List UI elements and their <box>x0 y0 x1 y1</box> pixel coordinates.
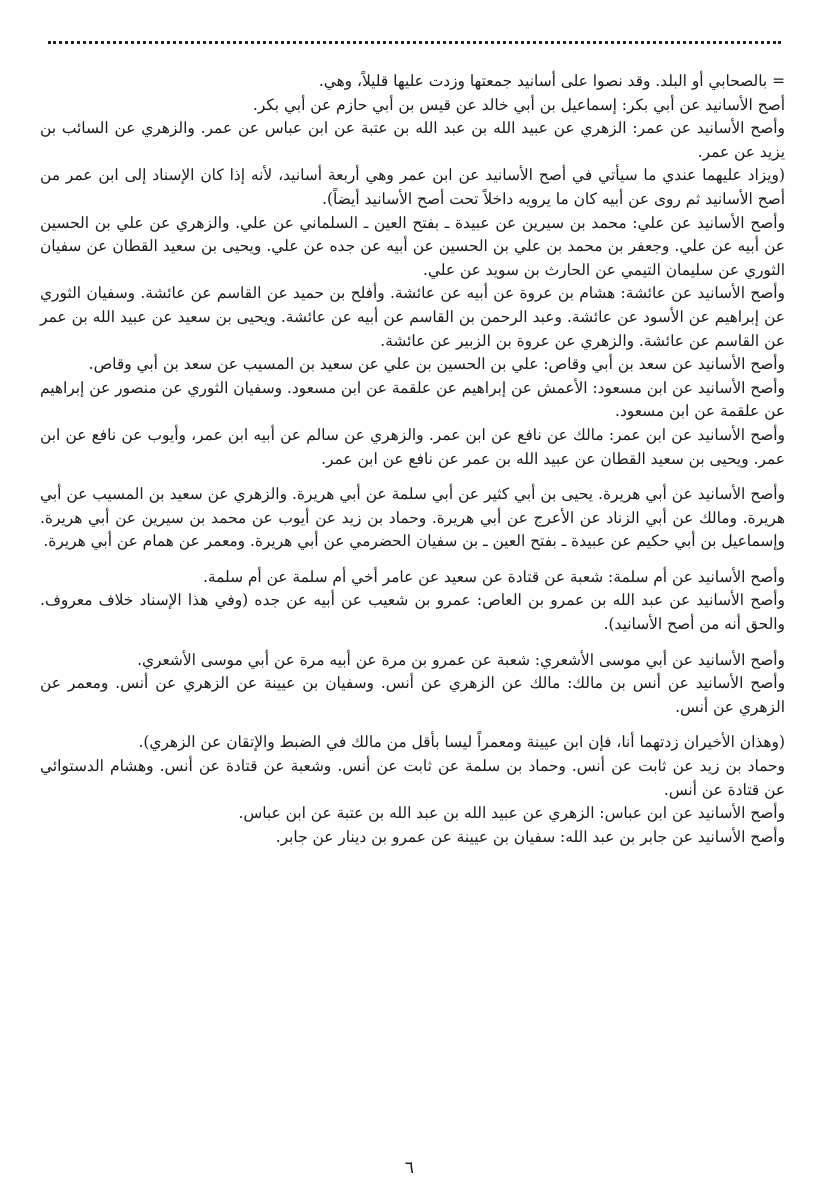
paragraph-ibn-amr: وأصح الأسانيد عن عبد الله بن عمرو بن العاص: عمرو بن شعيب عن أبيه عن جده (وفي هذا الإسناد خلاف معروف. والحق أنه من أصح الأسانيد). <box>40 591 785 634</box>
top-dotted-rule <box>48 41 781 44</box>
paragraph-ali: وأصح الأسانيد عن علي: محمد بن سيرين عن عبيدة ـ بفتح العين ـ السلماني عن علي. والزهري عن علي بن الحسين عن أبيه عن علي. وجعفر بن محمد بن علي بن الحسين عن أبيه عن جده عن علي. ويحيى بن سعيد القطان عن سفيان الثوري عن سليمان التيمي عن الحارث بن سويد عن علي. <box>40 213 785 279</box>
paragraph-saad: وأصح الأسانيد عن سعد بن أبي وقاص: علي بن الحسين بن علي عن سعيد بن المسيب عن سعد بن أبي وقاص. <box>88 355 785 374</box>
paragraph-aisha: وأصح الأسانيد عن عائشة: هشام بن عروة عن أبيه عن عائشة. وأفلح بن حميد عن القاسم عن عائشة. وسفيان الثوري عن إبراهيم عن الأسود عن عائشة. وعبد الرحمن بن القاسم عن أبيه عن عائشة. ويحيى بن سعيد عن عبيد الله بن عمر عن القاسم عن عائشة. والزهري عن عروة بن الزبير عن عائشة. <box>40 284 785 350</box>
paragraph-abu-bakr: أصح الأسانيد عن أبي بكر: إسماعيل بن أبي خالد عن قيس بن أبي حازم عن أبي بكر. <box>252 95 785 114</box>
page-number: ٦ <box>404 1158 415 1178</box>
continuation-mark: = <box>772 72 785 90</box>
main-text <box>40 70 785 849</box>
paragraph-ibn-masud: وأصح الأسانيد عن ابن مسعود: الأعمش عن إبراهيم عن علقمة عن ابن مسعود. وسفيان الثوري عن منصور عن إبراهيم عن علقمة عن ابن مسعود. <box>40 378 785 421</box>
paragraph-anas-note: (وهذان الأخيران زدتهما أنا، فإن ابن عيينة ومعمراً ليسا بأقل من مالك في الضبط والإتقان عن الزهري). <box>138 733 785 752</box>
paragraph-ibn-umar: وأصح الأسانيد عن ابن عمر: مالك عن نافع عن ابن عمر. والزهري عن سالم عن أبيه ابن عمر، وأيوب عن نافع عن ابن عمر. ويحيى بن سعيد القطان عن عبيد الله بن عمر عن نافع عن ابن عمر. <box>40 425 785 468</box>
paragraph-abu-musa: وأصح الأسانيد عن أبي موسى الأشعري: شعبة عن عمرو بن مرة عن أبيه مرة عن أبي موسى الأشعري. <box>137 650 785 669</box>
paragraph-umm-salama: وأصح الأسانيد عن أم سلمة: شعبة عن قتادة عن سعيد عن عامر أخي أم سلمة عن أم سلمة. <box>202 567 785 586</box>
paragraph-anas-more: وحماد بن زيد عن ثابت عن أنس. وحماد بن سلمة عن ثابت عن أنس. وشعبة عن قتادة عن أنس. وهشام الدستوائي عن قتادة عن أنس. <box>40 757 785 799</box>
paragraph-umar: وأصح الأسانيد عن عمر: الزهري عن عبيد الله بن عبد الله بن عتبة عن ابن عباس عن عمر. والزهري عن السائب بن يزيد عن عمر. <box>40 119 785 161</box>
paragraph-continuation <box>40 70 785 94</box>
paragraph-abu-hurayra: وأصح الأسانيد عن أبي هريرة. يحيى بن أبي كثير عن أبي سلمة عن أبي هريرة. والزهري عن سعيد بن المسيب عن أبي هريرة. ومالك عن أبي الزناد عن الأعرج عن أبي هريرة. وحماد بن زيد عن أيوب عن محمد بن سيرين عن أبي هريرة. وإسماعيل بن أبي حكيم عن عبيدة ـ بفتح العين ـ بن سفيان الحضرمي عن أبي هريرة. ومعمر عن همام عن أبي هريرة. <box>40 485 785 551</box>
paragraph-text: بالصحابي أو البلد. وقد نصوا على أسانيد جمعتها وزدت عليها قليلاً، وهي. <box>318 72 768 90</box>
paragraph-jabir: وأصح الأسانيد عن جابر بن عبد الله: سفيان بن عيينة عن عمرو بن دينار عن جابر. <box>275 827 785 846</box>
paragraph-ibn-abbas: وأصح الأسانيد عن ابن عباس: الزهري عن عبيد الله بن عبد الله بن عتبة عن ابن عباس. <box>238 804 785 823</box>
paragraph-umar-note: (ويزاد عليهما عندي ما سيأتي في أصح الأسانيد عن ابن عمر وهي أربعة أسانيد، لأنه إذا كان الإسناد إلى ابن عمر من أصح الأسانيد ثم روى عن أبيه كان ما يرويه داخلاً تحت أصح الأسانيد أيضاً). <box>40 166 785 208</box>
paragraph-anas: وأصح الأسانيد عن أنس بن مالك: مالك عن الزهري عن أنس. وسفيان بن عيينة عن الزهري عن أنس. ومعمر عن الزهري عن أنس. <box>40 674 785 716</box>
